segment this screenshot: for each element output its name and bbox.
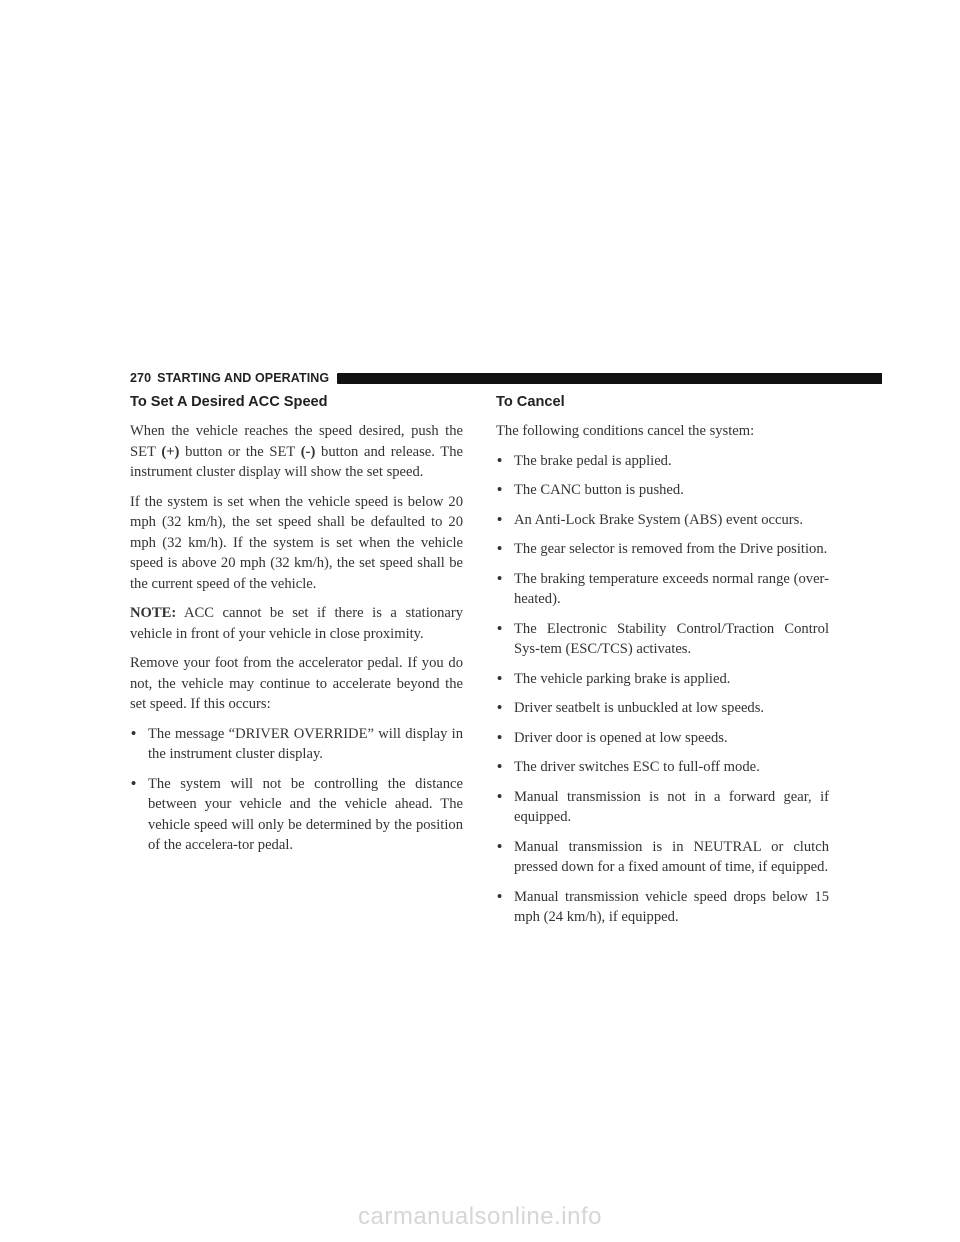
list-item-text: The driver switches ESC to full-off mode. (514, 759, 760, 775)
bullet-icon: • (497, 700, 503, 716)
bullet-icon: • (497, 788, 503, 805)
bullet-icon: • (497, 838, 503, 855)
bullet-icon: • (497, 541, 503, 557)
paragraph-override: Remove your foot from the accelerator pedal. If you do not, the vehicle may continue to accelerate beyond the set speed. If this occurs: (130, 655, 463, 712)
list-item-text: Manual transmission is not in a forward gear, if equipped. (514, 788, 829, 825)
note-paragraph (130, 603, 463, 644)
paragraph-default-speed: If the system is set when the vehicle speed is below 20 mph (32 km/h), the set speed shall be defaulted to 20 mph (32 km/h). If the system is set when the vehicle speed is above 20 mph (32 km/h), the set speed shall be the current speed of the vehicle. (130, 493, 463, 592)
list-item-text: The gear selector is removed from the Drive position. (514, 541, 828, 557)
list-item (496, 619, 829, 660)
set-minus-label: (-) (300, 443, 316, 460)
bullet-icon: • (497, 511, 503, 528)
list-item-text: An Anti-Lock Brake System (ABS) event occurs. (514, 511, 803, 528)
list-item (496, 451, 829, 472)
page-number: 270 (130, 371, 152, 385)
heading-to-cancel: To Cancel (496, 394, 565, 410)
list-item (496, 569, 829, 610)
list-item-text: The brake pedal is applied. (514, 452, 672, 469)
p1-text-a: When the vehicle reaches the speed desired, push the SET (130, 423, 463, 460)
list-item (496, 887, 829, 928)
bullet-icon: • (497, 888, 503, 905)
list-item-text: Manual transmission vehicle speed drops below 15 mph (24 km/h), if equipped. (514, 888, 829, 925)
list-item (496, 728, 829, 749)
bullet-icon: • (497, 620, 503, 637)
list-item (130, 724, 463, 765)
list-item-text: Driver door is opened at low speeds. (514, 729, 728, 746)
list-item (130, 774, 463, 856)
right-column (496, 393, 829, 937)
header-rule (337, 373, 882, 384)
list-item (496, 669, 829, 690)
set-plus-label: (+) (161, 443, 180, 460)
list-item (496, 698, 829, 719)
list-item-text: Driver seatbelt is unbuckled at low speeds. (514, 700, 765, 716)
bullet-icon: • (497, 570, 503, 587)
list-item (496, 539, 829, 560)
bullet-icon: • (497, 759, 503, 775)
override-list (130, 724, 463, 856)
bullet-icon: • (131, 725, 137, 742)
list-item-text: The Electronic Stability Control/Traction Control Sys-tem (ESC/TCS) activates. (514, 620, 829, 657)
list-item (496, 757, 829, 778)
list-item-text: Manual transmission is in NEUTRAL or clutch pressed down for a fixed amount of time, if equipped. (514, 838, 829, 875)
site-watermark: carmanualsonline.info (358, 1203, 602, 1230)
list-item (496, 787, 829, 828)
page-header (130, 370, 882, 386)
bullet-icon: • (497, 729, 503, 746)
bullet-icon: • (497, 670, 503, 687)
bullet-icon: • (497, 452, 503, 469)
note-label: NOTE: (130, 605, 177, 621)
section-title: STARTING AND OPERATING (157, 371, 330, 385)
p1-text-c: button and release. The instrument cluster display will show the set speed. (130, 443, 463, 480)
list-item-text: The message “DRIVER OVERRIDE” will display in the instrument cluster display. (148, 725, 463, 762)
list-item-text: The system will not be controlling the distance between your vehicle and the vehicle ahead. The vehicle speed will only be determined by the position of the accelera-tor pedal. (148, 775, 463, 853)
paragraph-set-speed (130, 421, 463, 483)
left-column (130, 393, 463, 865)
note-text: ACC cannot be set if there is a stationary vehicle in front of your vehicle in close proximity. (130, 605, 463, 642)
list-item (496, 510, 829, 531)
p1-text-b: button or the SET (179, 443, 301, 460)
cancel-conditions-list (496, 451, 829, 928)
list-item (496, 480, 829, 501)
cancel-intro: The following conditions cancel the system: (496, 423, 755, 439)
list-item-text: The braking temperature exceeds normal range (over-heated). (514, 570, 829, 607)
list-item-text: The vehicle parking brake is applied. (514, 670, 731, 687)
list-item (496, 837, 829, 878)
heading-set-acc-speed: To Set A Desired ACC Speed (130, 394, 328, 410)
list-item-text: The CANC button is pushed. (514, 482, 684, 498)
bullet-icon: • (131, 775, 137, 792)
bullet-icon: • (497, 482, 503, 498)
